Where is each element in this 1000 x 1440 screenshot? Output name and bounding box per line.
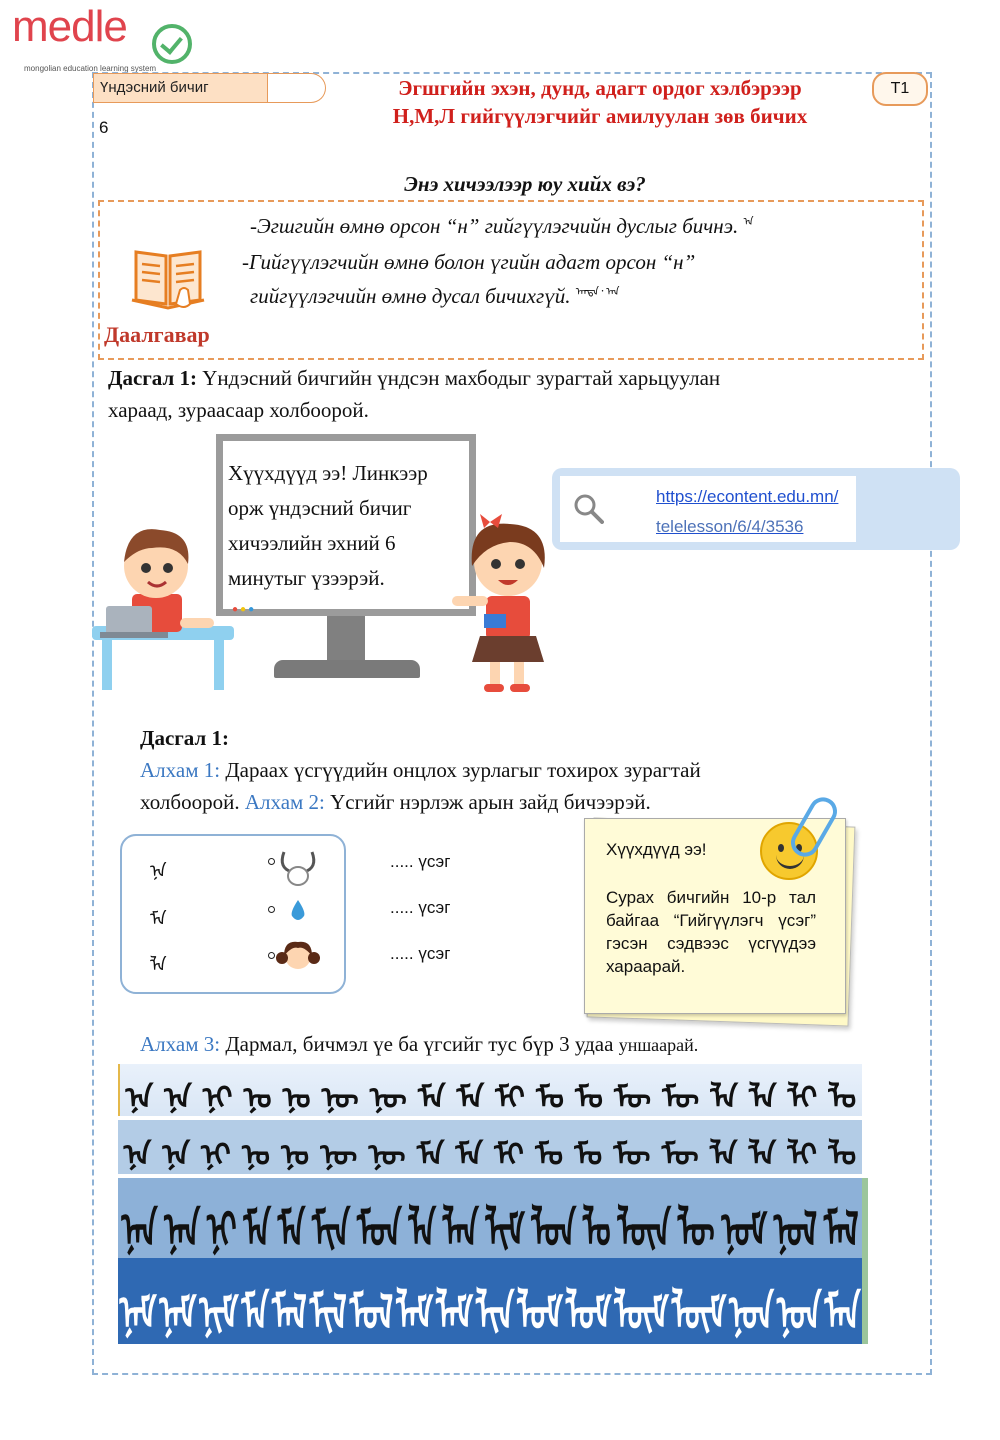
script-glyph: ᠨᠥ [321,1080,359,1116]
page-number: 6 [99,118,109,137]
girl-illustration [450,512,560,694]
script-glyph: ᠨᠢ [202,1080,233,1116]
script-glyph: ᠮᠠ [241,1285,269,1342]
script-glyph: ᠯᠣᠮ [517,1285,563,1342]
subject-tag-arrow [268,73,326,103]
script-glyph: ᠨᠤᠨ [776,1285,822,1342]
script-strip-printed-1 [118,1064,862,1116]
script-glyph: ᠮᠠ [416,1137,445,1173]
script-glyph: ᠯᠤᠮ [565,1285,612,1342]
script-glyph: ᠮᠢ [494,1137,524,1173]
check-icon [152,24,192,64]
match-script: ᠮᠠ [150,909,167,929]
script-glyph: ᠨᠤᠯ [773,1202,818,1258]
script-glyph: ᠮᠣ [535,1137,564,1173]
script-glyph: ᠯᠡᠮ [435,1285,473,1342]
script-glyph: ᠮᠣ [535,1080,564,1116]
script-glyph: ᠮᠣᠯ [349,1285,394,1342]
script-glyph: ᠨᠦ [368,1137,406,1173]
answer-blank[interactable]: ..... үсэг [390,852,451,871]
script-glyph: ᠮᠠ [243,1202,271,1258]
script-glyph: ᠨᠤ [282,1080,311,1116]
match-script: ᠨᠠ [150,861,167,881]
script-glyph: ᠮᠡ [277,1202,306,1258]
script-glyph: ᠮᠦ [662,1080,700,1116]
mongol-example-1: ᠨ᠋ᠠ [743,216,754,228]
mongol-example-2: ᠠᠨᠳᠠ᠂ ᠠᠨ [575,286,620,298]
script-glyph: ᠨᠥ [320,1137,358,1173]
whiteboard-text: Хүүхдүүд ээ! Линкээр орж үндэсний бичиг хичээлийн эхний 6 минутыг үзээрэй. [228,461,428,590]
script-glyph: ᠯᠦ [677,1202,715,1258]
boy-illustration [88,518,238,690]
script-glyph: ᠨᠠ [125,1080,154,1116]
script-glyph: ᠨᠠᠮ [119,1285,157,1342]
match-dot[interactable] [268,906,275,913]
exercise2-text: Дасгал 1: Алхам 1: Дараах үсгүүдийн онцлох зурлагыг тохирох зурагтай холбоорой. Алхам 2: Үсгийг нэрлэж арын зайд бичээрэй. [140,726,701,814]
lesson-code-badge: T1 [872,72,928,106]
script-glyph: ᠯᠣ [828,1080,857,1116]
script-glyph: ᠮᠣᠨ [356,1202,402,1258]
script-glyph: ᠮᠢᠯ [309,1285,347,1342]
script-glyph: ᠯᠡ [748,1137,777,1173]
script-glyph: ᠮᠠ [417,1080,446,1116]
match-dot[interactable] [268,858,275,865]
horns-picture [276,848,320,888]
glyph-row [118,1178,862,1258]
logo-wordmark: medle [12,2,127,51]
script-glyph: ᠯᠢᠨ [475,1285,515,1342]
script-glyph: ᠮᠡ [456,1080,485,1116]
search-icon [572,492,604,524]
script-glyph: ᠨᠡ [162,1137,190,1173]
script-glyph: ᠯᠣᠨ [531,1202,577,1258]
script-glyph: ᠯᠥᠨ [617,1202,671,1258]
script-glyph: ᠯᠣ [828,1137,857,1173]
script-glyph: ᠨᠦ [369,1080,407,1116]
match-row [140,896,340,929]
script-glyph: ᠮᠢ [495,1080,525,1116]
script-glyph: ᠯᠦᠮ [671,1285,727,1342]
note-greeting: Хүүхдүүд ээ! [606,840,707,859]
script-glyph: ᠯᠤ [582,1202,611,1258]
script-glyph: ᠨᠣ [243,1080,272,1116]
script-glyph: ᠨᠠ [123,1137,152,1173]
script-strip-handwritten-1 [118,1178,862,1258]
strip-edge [862,1178,868,1344]
glyph-row [118,1258,862,1344]
script-glyph: ᠮᠤ [574,1080,603,1116]
script-glyph: ᠮᠤ [574,1137,603,1173]
script-strip-printed-2 [118,1120,862,1174]
script-glyph: ᠮᠡᠯ [271,1285,307,1342]
script-glyph: ᠨᠣᠮ [721,1202,767,1258]
script-glyph: ᠨᠡ [164,1080,192,1116]
subject-tag: Үндэсний бичиг [93,73,268,103]
lesson-title-line1: Эгшгийн эхэн, дунд, адагт ордог хэлбэрээр [398,76,802,100]
script-glyph: ᠯᠠ [408,1202,436,1258]
glyph-row [118,1120,862,1174]
script-glyph: ᠯᠠᠮ [396,1285,433,1342]
script-glyph: ᠨᠢ [201,1137,231,1173]
step3-text: Алхам 3: Дармал, бичмэл үе ба үгсийг тус бүр 3 удаа уншаарай. [140,1032,699,1056]
script-glyph: ᠯᠢ [787,1080,818,1116]
objectives-heading: Энэ хичээлээр юу хийх вэ? [404,172,646,196]
match-script: ᠯᠠ [150,955,167,975]
board-dots: ●●● [232,604,257,615]
note-body: Сурах бичгийн 10-р тал байгаа “Гийгүүлэгч үсэг” гэсэн сэдвээс үсгүүдээ хараарай. [606,888,816,976]
glyph-row [120,1064,862,1116]
objective-2: -Гийгүүлэгчийн өмнө болон үгийн адагт орсон “н” [242,250,696,274]
objective-3: гийгүүлэгчийн өмнө дусал бичихгүй. $^{ᠠᠨᠳᠠ᠂ ᠠᠨ}$ [250,284,620,308]
script-glyph: ᠯᠡᠨ [442,1202,479,1258]
script-glyph: ᠨᠡᠨ [164,1202,201,1258]
script-glyph: ᠯᠠ [709,1137,738,1173]
answer-blank[interactable]: ..... үсэг [390,898,451,917]
script-glyph: ᠯᠢ [787,1137,818,1173]
script-glyph: ᠮᠥ [613,1080,652,1116]
script-glyph: ᠯᠡ [748,1080,777,1116]
script-glyph: ᠮᠠᠨ [824,1285,861,1342]
girl-face-picture [274,938,322,972]
econtent-link[interactable]: https://econtent.edu.mn/ telelesson/6/4/3536 [656,487,839,536]
board-base [274,660,420,678]
script-glyph: ᠨᠠᠨ [121,1202,158,1258]
board-stand [327,616,365,664]
script-glyph: ᠮᠢᠨ [311,1202,351,1258]
logo-tagline: mongolian education learning system [24,64,157,73]
objective-1: -Эгшгийн өмнө орсон “н” гийгүүлэгчийн дуслыг бичнэ. $^{ᠨ᠋ᠠ}$ [250,214,754,238]
script-strip-handwritten-2 [118,1258,862,1344]
water-drop-picture [288,898,308,924]
exercise1-text: Дасгал 1: Үндэсний бичгийн үндсэн махбодыг зурагтай харьцуулан хараад, зураасаар холбоорой. [108,366,721,422]
script-glyph: ᠮᠡ [455,1137,483,1173]
script-glyph: ᠯᠥᠮ [614,1285,669,1342]
lesson-title-line2: Н,М,Л гийгүүлэгчийг амилуулан зөв бичих [392,104,808,128]
script-glyph: ᠯᠢᠮ [485,1202,525,1258]
script-glyph: ᠨᠣ [242,1137,270,1173]
lesson-title [330,74,870,130]
script-glyph: ᠮᠥ [613,1137,651,1173]
answer-blank[interactable]: ..... үсэг [390,944,451,963]
script-glyph: ᠨᠡᠮ [159,1285,197,1342]
script-glyph: ᠮᠠᠯ [823,1202,859,1258]
script-glyph: ᠨᠣᠨ [729,1285,774,1342]
task-label: Даалгавар [104,322,210,347]
script-glyph: ᠨᠢ [206,1202,237,1258]
medle-logo [12,2,192,78]
script-glyph: ᠯᠠ [710,1080,738,1116]
script-glyph: ᠨᠢᠮ [199,1285,239,1342]
book-icon [130,238,206,312]
script-glyph: ᠮᠦ [661,1137,699,1173]
script-glyph: ᠨᠤ [281,1137,310,1173]
